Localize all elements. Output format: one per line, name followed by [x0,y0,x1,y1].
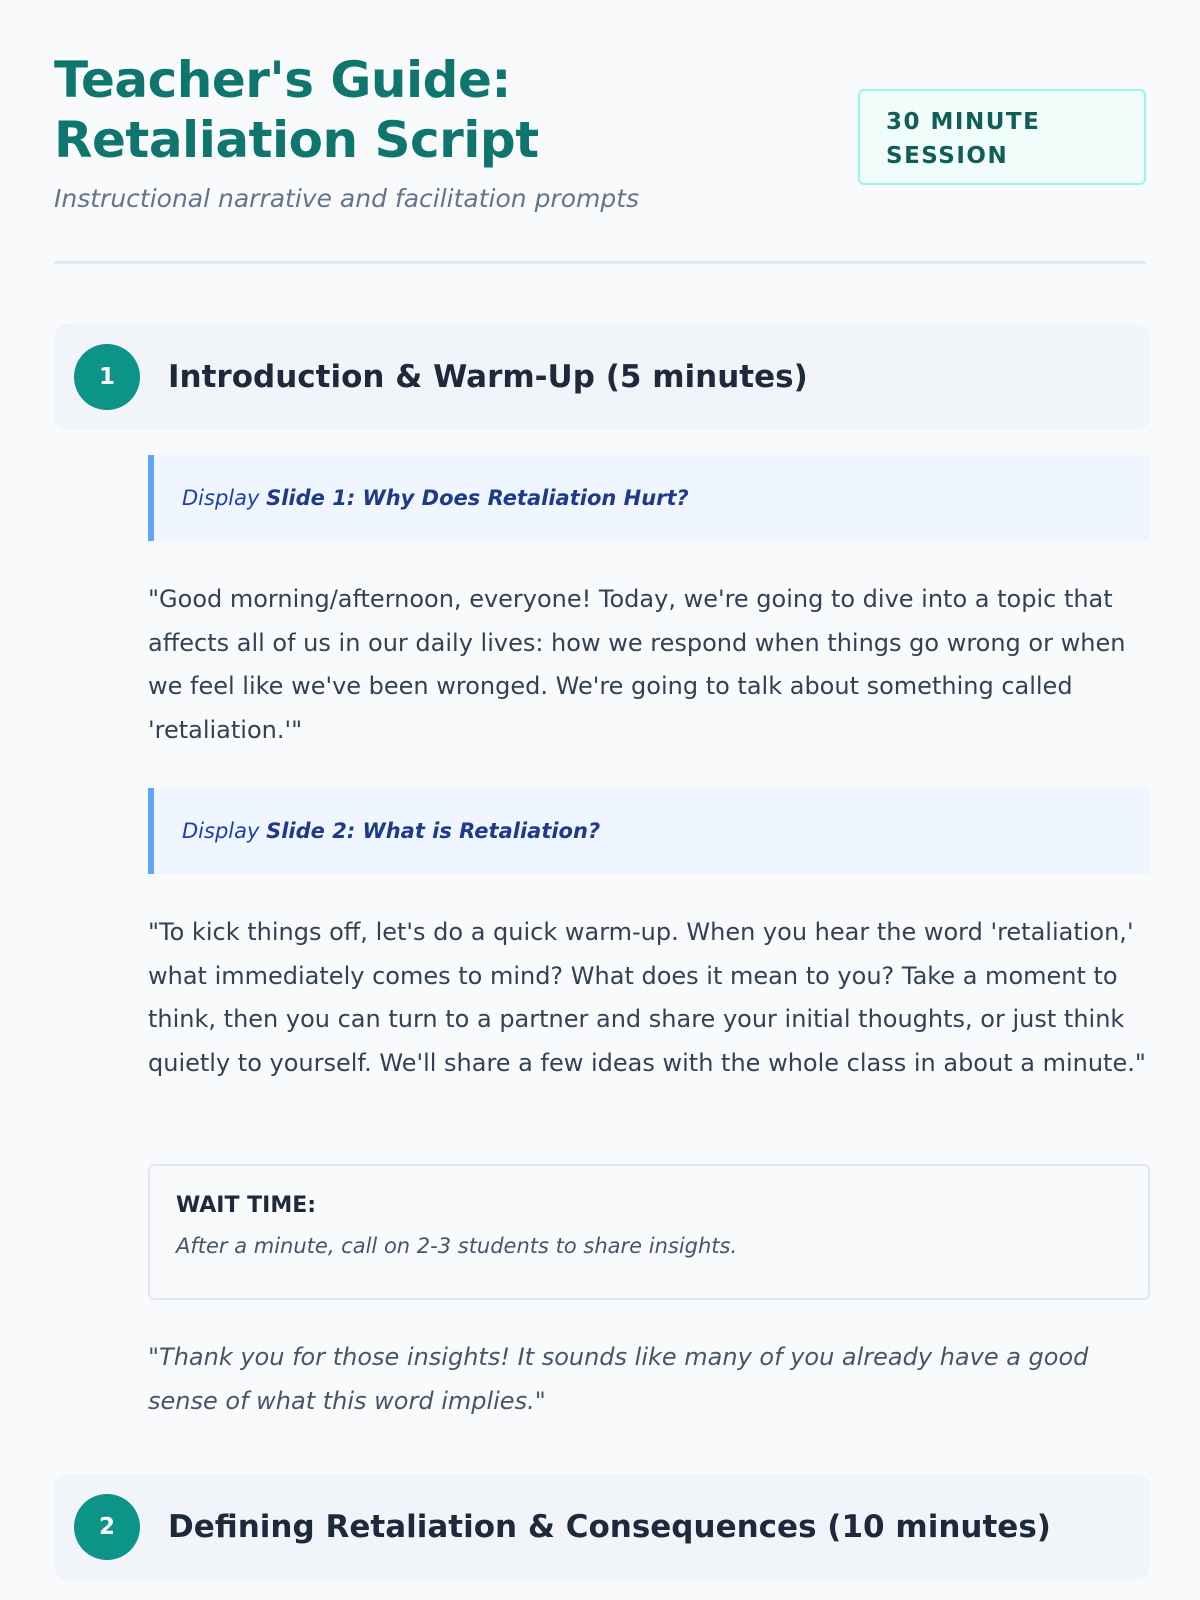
slide-cue-1 [148,455,1150,541]
section-number-badge: 1 [74,344,140,410]
section-header-1 [54,324,1150,430]
script-paragraph-1: "Good morning/afternoon, everyone! Today, we're going to dive into a topic that affects all of us in our daily lives: how we respond when things go wrong or when we feel like we've been wronged. We're going to talk about something called 'retaliation.'" [148,585,1126,744]
section-header-2 [54,1474,1150,1580]
slide-cue-label: Display [182,486,260,510]
page-title: Teacher's Guide: Retaliation Script [54,51,539,169]
section-title: Defining Retaliation & Consequences (10 minutes) [168,1509,1051,1545]
page-subtitle: Instructional narrative and facilitation prompts [54,184,640,213]
note-label: WAIT TIME: [176,1193,317,1218]
note-text: After a minute, call on 2-3 students to share insights. [176,1234,738,1258]
wait-time-note [148,1164,1150,1300]
slide-cue-2 [148,788,1150,874]
section-title: Introduction & Warm-Up (5 minutes) [168,359,808,395]
script-paragraph-2: "To kick things off, let's do a quick warm-up. When you hear the word 'retaliation,' what immediately comes to mind? What does it mean to you? Take a moment to think, then you can turn to a partner and share your initial thoughts, or just think quietly to yourself. We'll share a few ideas with the whole class in about a minute." [148,918,1146,1077]
slide-cue-label: Display [182,819,260,843]
session-length-badge [858,89,1146,185]
script-closing-paragraph: "Thank you for those insights! It sounds like many of you already have a good sense of what this word implies." [148,1343,1089,1415]
slide-cue-title: Slide 1: Why Does Retaliation Hurt? [266,486,689,510]
session-length-text: 30 MINUTE SESSION [886,109,1041,169]
section-number-badge: 2 [74,1494,140,1560]
slide-cue-title: Slide 2: What is Retaliation? [266,819,601,843]
page-header [54,0,1146,264]
